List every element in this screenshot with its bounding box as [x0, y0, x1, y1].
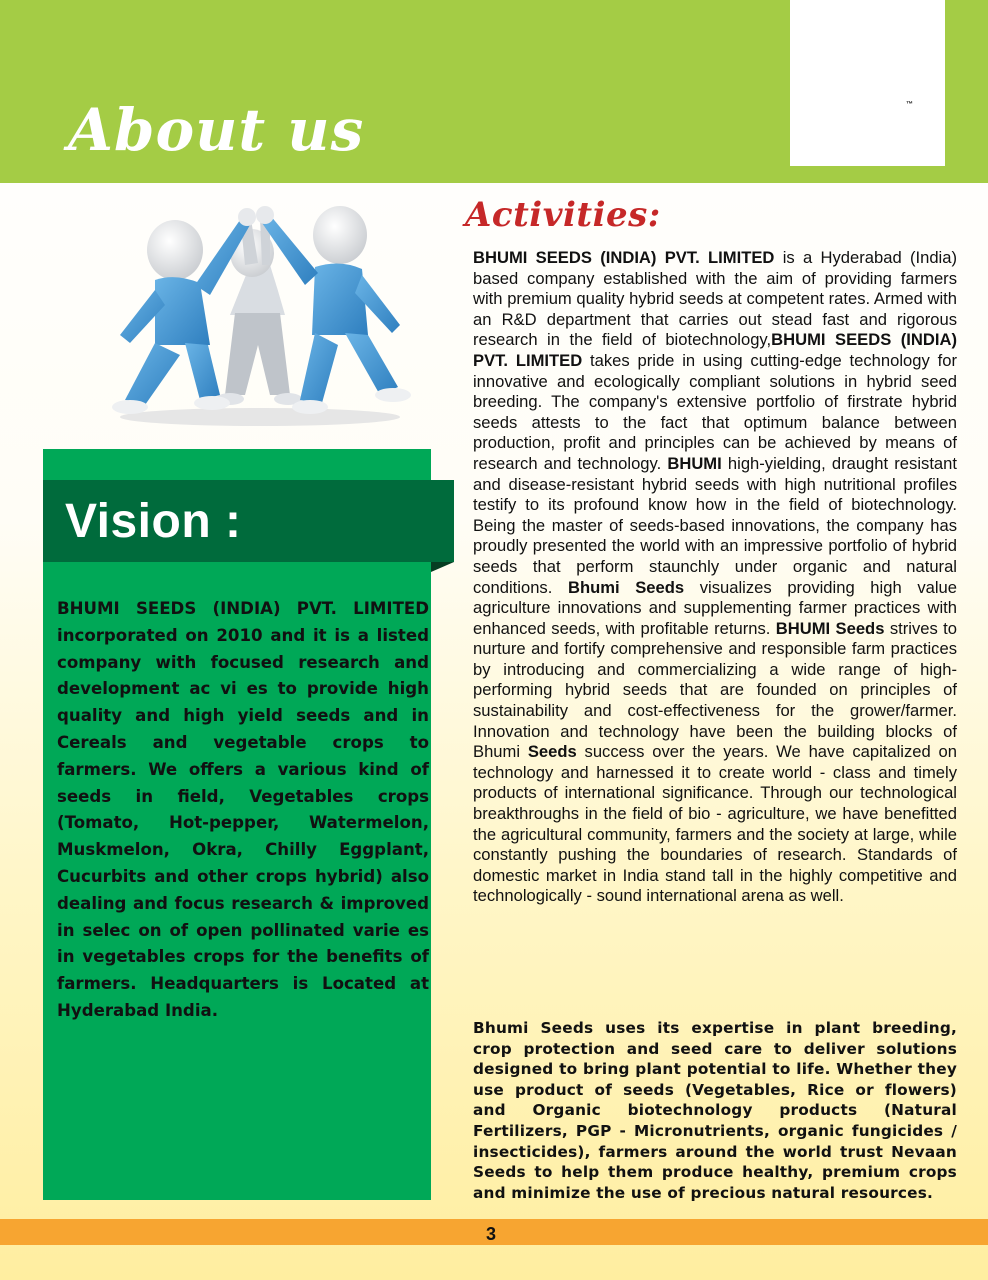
activities-heading: Activities:: [465, 195, 661, 235]
activities-run: strives to nurture and fortify comprehensive and responsible farm practices by introducing and commercializing a wide range of high- performing hybrid seeds that are founded on principles of sustainability and cost-effectiveness for the grower/farmer. Innovation and technology have been the building blocks of Bhumi: [473, 618, 957, 762]
vision-heading: Vision :: [65, 495, 242, 548]
page-number: 3: [486, 1224, 497, 1244]
activities-run: BHUMI: [667, 453, 722, 473]
activities-run: BHUMI SEEDS (INDIA) PVT. LIMITED: [473, 248, 775, 267]
page-title: About us: [68, 96, 365, 164]
activities-paragraph: [473, 248, 957, 907]
activities-run: BHUMI Seeds: [775, 618, 885, 638]
activities-run: visualizes providing high value agriculture innovations and supplementing farmer practices with enhanced seeds, with profitable returns.: [473, 577, 957, 638]
expertise-paragraph: Bhumi Seeds uses its expertise in plant breeding, crop protection and seed care to deliver solutions designed to bring plant potential to life. Whether they use product of seeds (Vegetables, Rice or flowers) and Organic biotechnology products (Natural Fertilizers, PGP - Micronutrients, organic fungicides / insecticides), farmers around the world trust Nevaan Seeds to help them produce healthy, premium crops and minimize the use of precious natural resources.: [473, 1019, 957, 1202]
activities-run: Seeds: [527, 742, 577, 762]
activities-run: is a Hyderabad (India) based company established with the aim of providing farmers with premium quality hybrid seeds at competent rates. Armed with an R&D department that carries out stead fast and rigorous research in the field of biotechnology,: [473, 248, 957, 350]
vision-text: BHUMI SEEDS (INDIA) PVT. LIMITED incorporated on 2010 and it is a listed company with focused research and development ac vi es to provide high quality and high yield seeds and in Cereals and vegetable crops to farmers. We offers a various kind of seeds in field, Vegetables crops (Tomato, Hot-pepper, Watermelon, Muskmelon, Okra, Chilly Eggplant, Cucurbits and other crops hybrid) also dealing and focus research & improved in selec on of open pollinated varie es in vegetables crops for the benefits of farmers. Headquarters is Located at Hyderabad India.: [57, 599, 429, 1020]
vision-banner-fold: [431, 562, 454, 572]
activities-run: Bhumi Seeds: [567, 577, 685, 597]
teamwork-illustration: [100, 195, 430, 430]
teamwork-figures-image: [100, 195, 430, 430]
activities-run: success over the years. We have capitalized on technology and harnessed it to create world - class and timely products of international significance. Through our technological breakthroughs in the field of bio - agriculture, we have benefitted the agricultural community, farmers and the society at large, while constantly pushing the boundaries of research. Standards of domestic market in India stand tall in the highly competitive and technologically - sound international arena as well.: [473, 742, 958, 906]
activities-run: high-yielding, draught resistant and disease-resistant hybrid seeds with high nutritional profiles testify to its profound know how in the field of biotechnology. Being the master of seeds-based innovations, the company has proudly presented the world with an impressive portfolio of hybrid seeds that perform staunchly under organic and natural conditions.: [473, 453, 957, 597]
activities-run: takes pride in using cutting-edge technology for innovative and ecologically compliant solutions in hybrid seed breeding. The company's extensive portfolio of firstrate hybrid seeds attests to the fact that optimum balance between production, profit and principles can be achieved by means of research and technology.: [473, 350, 957, 473]
logo-box: [790, 0, 945, 166]
trademark-mark: ™: [906, 101, 913, 108]
activities-run: BHUMI SEEDS (INDIA) PVT. LIMITED: [473, 330, 957, 370]
